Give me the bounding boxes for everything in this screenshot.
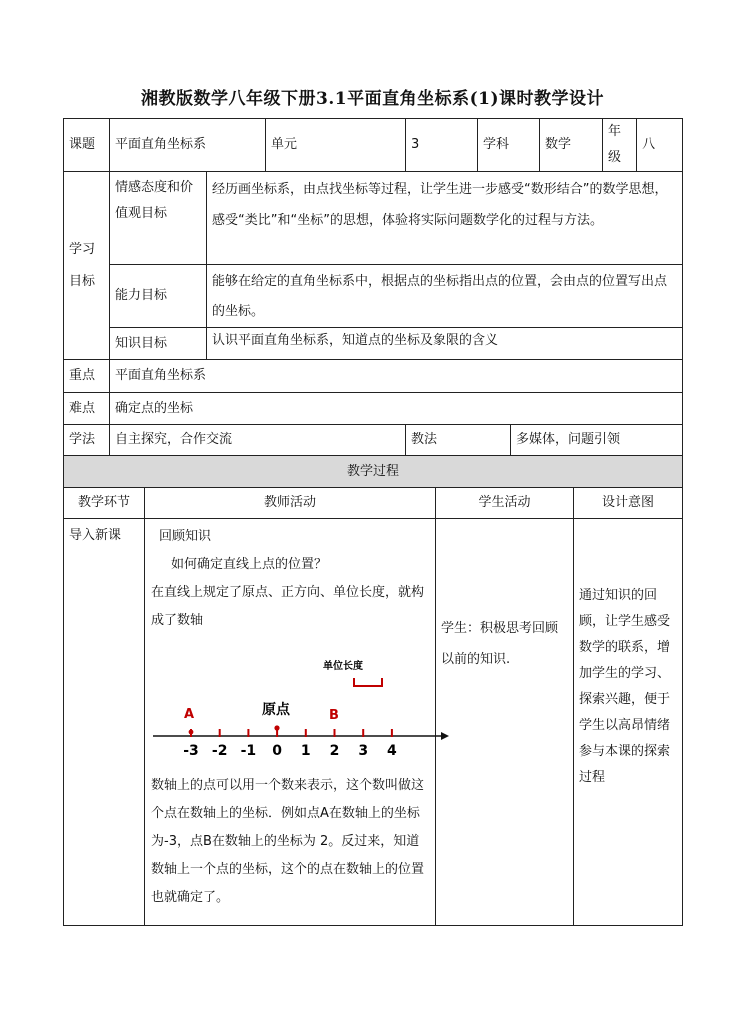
key-point-label: 重点 xyxy=(64,360,110,393)
knowledge-goal-label: 知识目标 xyxy=(110,328,207,360)
teacher-numberline-def: 在直线上规定了原点、正方向、单位长度，就构成了数轴 xyxy=(151,585,425,628)
unit-length-bracket xyxy=(354,678,382,686)
ability-goal-text: 能够在给定的直角坐标系中，根据点的坐标指出点的位置，会由点的位置写出点的坐标。 xyxy=(207,265,683,328)
stage-name: 导入新课 xyxy=(64,519,145,926)
col-stage: 教学环节 xyxy=(64,488,145,519)
study-method-label: 学法 xyxy=(64,425,110,456)
tick-label: -1 xyxy=(240,743,257,759)
grade-value: 八 xyxy=(637,119,683,172)
study-method-value: 自主探究，合作交流 xyxy=(110,425,406,456)
tick-label: 0 xyxy=(272,743,282,759)
process-columns-row xyxy=(64,488,683,519)
ability-goal-row xyxy=(64,265,683,328)
emotion-goal-label xyxy=(110,172,207,265)
point-b-label: B xyxy=(329,708,339,723)
knowledge-goal-row xyxy=(64,328,683,360)
goals-label-line1: 学习 xyxy=(69,241,96,257)
goals-label xyxy=(64,172,110,360)
difficulty-row xyxy=(64,393,683,425)
knowledge-goal-text: 认识平面直角坐标系，知道点的坐标及象限的含义 xyxy=(207,328,683,360)
topic-value: 平面直角坐标系 xyxy=(110,119,266,172)
difficulty-label: 难点 xyxy=(64,393,110,425)
col-design: 设计意图 xyxy=(574,488,683,519)
tick-label: -2 xyxy=(211,743,228,759)
teacher-activity xyxy=(145,519,436,926)
lesson-plan-table xyxy=(63,118,683,926)
tick-label: -3 xyxy=(183,743,199,759)
design-intent: 通过知识的回顾，让学生感受数学的联系，增加学生的学习、探索兴趣，便于学生以高昂情绪参与本课的探索过程 xyxy=(574,519,683,926)
intro-row xyxy=(64,519,683,926)
goals-label-line2: 目标 xyxy=(69,273,96,289)
emotion-goal-row xyxy=(64,172,683,265)
teacher-explanation: 数轴上的点可以用一个数来表示，这个数叫做这个点在数轴上的坐标．例如点A在数轴上的坐标为-3，点B在数轴上的坐标为 2。反过来，知道数轴上一个点的坐标，这个的点在数轴上的位置也就确定了。 xyxy=(151,778,425,905)
ability-goal-label: 能力目标 xyxy=(110,265,207,328)
subject-value: 数学 xyxy=(540,119,603,172)
key-point-row xyxy=(64,360,683,393)
number-line-arrow xyxy=(441,732,449,740)
col-teacher: 教师活动 xyxy=(145,488,436,519)
subject-label: 学科 xyxy=(478,119,540,172)
col-student: 学生活动 xyxy=(436,488,574,519)
grade-label: 年级 xyxy=(603,119,637,172)
number-line-ticks xyxy=(183,729,397,759)
process-header: 教学过程 xyxy=(64,456,683,488)
teacher-question: 如何确定直线上点的位置？ xyxy=(171,557,328,572)
method-row xyxy=(64,425,683,456)
tick-label: 1 xyxy=(300,743,311,759)
emotion-goal-label-2: 值观目标 xyxy=(115,206,168,221)
tick-label: 3 xyxy=(358,743,369,759)
topic-label: 课题 xyxy=(64,119,110,172)
process-header-row xyxy=(64,456,683,488)
header-row xyxy=(64,119,683,172)
difficulty-value: 确定点的坐标 xyxy=(110,393,683,425)
unit-length-label: 单位长度 xyxy=(323,661,363,672)
student-activity: 学生：积极思考回顾以前的知识. xyxy=(436,519,574,926)
key-point-value: 平面直角坐标系 xyxy=(110,360,683,393)
emotion-goal-text: 经历画坐标系，由点找坐标等过程，让学生进一步感受“数形结合”的数学思想，感受“类比”和“坐标”的思想，体验将实际问题数学化的过程与方法。 xyxy=(207,172,683,265)
point-a-dot xyxy=(189,730,194,735)
number-line-figure xyxy=(151,645,451,760)
tick-label: 2 xyxy=(329,743,340,759)
unit-label xyxy=(266,119,406,172)
point-a-label: A xyxy=(183,707,195,722)
emotion-goal-label-1: 情感态度和价 xyxy=(115,180,194,195)
tick-label: 4 xyxy=(387,743,397,759)
origin-dot xyxy=(274,725,279,730)
unit-value: 3 xyxy=(406,119,478,172)
origin-label: 原点 xyxy=(262,702,290,718)
unit-label-text: 单元 xyxy=(271,137,298,152)
teach-method-value: 多媒体，问题引领 xyxy=(511,425,683,456)
teacher-recall: 回顾知识 xyxy=(159,529,212,544)
teach-method-label: 教法 xyxy=(406,425,511,456)
page-title: 湘教版数学八年级下册3.1平面直角坐标系(1)课时教学设计 xyxy=(141,89,604,109)
